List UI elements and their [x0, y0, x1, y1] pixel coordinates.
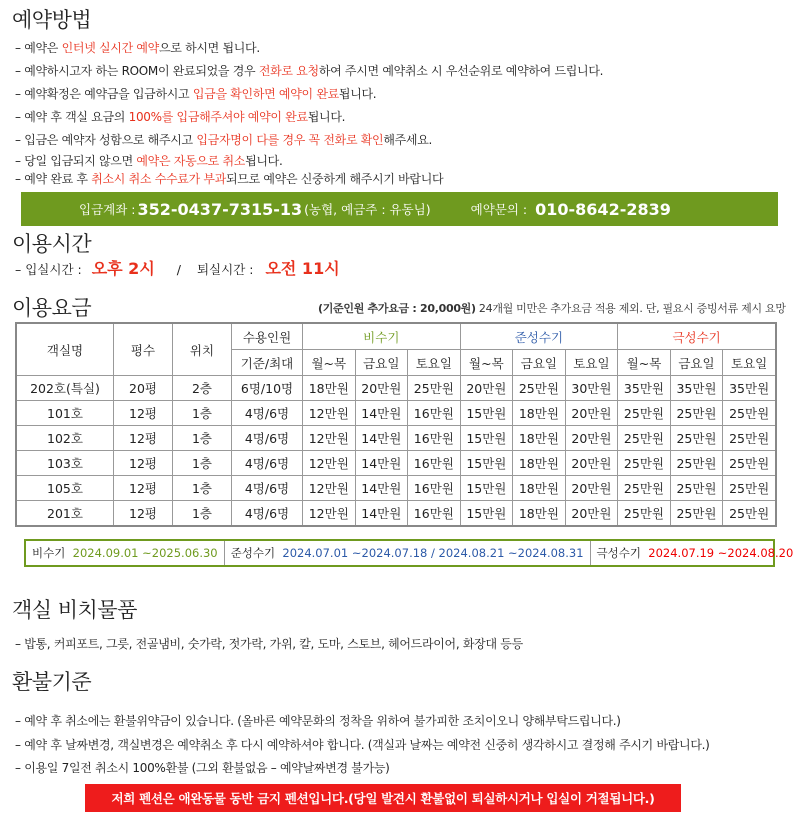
- header-capacity-sub: 기준/최대: [232, 350, 303, 376]
- table-cell: 25만원: [670, 451, 723, 476]
- table-row: [16, 476, 776, 501]
- inquiry-label: 예약문의 :: [470, 202, 528, 217]
- table-cell: 25만원: [618, 501, 671, 527]
- amenities-text: – 밥통, 커피포트, 그릇, 전골냄비, 숫가락, 젓가락, 가위, 칼, 도마, 스토브, 헤어드라이어, 화장대 등등: [15, 637, 523, 651]
- season-off: 비수기 2024.09.01 ~2025.06.30: [26, 541, 225, 565]
- table-cell: 4명/6명: [232, 501, 303, 527]
- table-cell: 6명/10명: [232, 376, 303, 401]
- reserve-line-3: – 예약확정은 예약금을 입금하시고 입금을 확인하면 예약이 완료됩니다.: [15, 87, 377, 101]
- table-row: [16, 451, 776, 476]
- rate-table: [15, 322, 777, 527]
- table-cell: 12만원: [303, 426, 356, 451]
- table-cell: 15만원: [460, 476, 513, 501]
- refund-line-3: – 이용일 7일전 취소시 100%환불 (그외 환불없음 – 예약날짜변경 불가능): [15, 761, 390, 775]
- table-cell: 15만원: [460, 501, 513, 527]
- table-cell: 20만원: [460, 376, 513, 401]
- table-cell: 20만원: [565, 401, 618, 426]
- bank-detail: (농협, 예금주 : 유동님): [304, 202, 431, 217]
- table-cell: 16만원: [408, 401, 461, 426]
- price-note: (기준인원 추가요금 : 20,000원) 24개월 미만은 추가요금 적용 제외. 단, 필요시 증빙서류 제시 요망: [318, 302, 786, 315]
- account-bar: [21, 192, 778, 226]
- room-name-cell: 102호: [16, 426, 114, 451]
- table-cell: 16만원: [408, 476, 461, 501]
- header-day: 토요일: [565, 350, 618, 376]
- header-day: 금요일: [513, 350, 566, 376]
- price-title: 이용요금: [12, 296, 92, 320]
- table-cell: 14만원: [355, 476, 408, 501]
- table-cell: 25만원: [618, 426, 671, 451]
- table-cell: 25만원: [670, 426, 723, 451]
- header-day: 월~목: [303, 350, 356, 376]
- table-cell: 18만원: [513, 426, 566, 451]
- room-name-cell: 202호(특실): [16, 376, 114, 401]
- table-cell: 25만원: [723, 451, 776, 476]
- header-peak-season: 극성수기: [618, 323, 776, 350]
- refund-line-1: – 예약 후 취소에는 환불위약금이 있습니다. (올바른 예약문화의 정착을 위하여 불가피한 조치이오니 양해부탁드립니다.): [15, 714, 621, 728]
- checkout-label: 퇴실시간 :: [196, 262, 254, 277]
- pet-warning-banner: 저희 펜션은 애완동물 동반 금지 펜션입니다.(당일 발견시 환불없이 퇴실하시거나 입실이 거절됩니다.): [85, 784, 681, 812]
- table-cell: 1층: [173, 501, 232, 527]
- room-name-cell: 201호: [16, 501, 114, 527]
- table-cell: 25만원: [618, 476, 671, 501]
- table-cell: 4명/6명: [232, 451, 303, 476]
- table-cell: 25만원: [670, 501, 723, 527]
- table-cell: 25만원: [723, 476, 776, 501]
- room-name-cell: 105호: [16, 476, 114, 501]
- inquiry-phone[interactable]: 010-8642-2839: [535, 199, 671, 219]
- table-cell: 18만원: [513, 501, 566, 527]
- table-cell: 12만원: [303, 451, 356, 476]
- table-cell: 25만원: [670, 401, 723, 426]
- bank-number: 352-0437-7315-13: [137, 199, 303, 219]
- reserve-line-2: – 예약하시고자 하는 ROOM이 완료되었을 경우 전화로 요청하여 주시면 예약취소 시 우선순위로 예약하여 드립니다.: [15, 64, 604, 78]
- table-cell: 4명/6명: [232, 476, 303, 501]
- reserve-line-4: – 예약 후 객실 요금의 100%를 입금해주셔야 예약이 완료됩니다.: [15, 110, 346, 124]
- table-cell: 1층: [173, 476, 232, 501]
- reserve-line-5: – 입금은 예약자 성함으로 해주시고 입금자명이 다를 경우 꼭 전화로 확인해주세요.: [15, 133, 433, 147]
- checkin-label: – 입실시간 :: [15, 262, 82, 277]
- table-cell: 20만원: [565, 451, 618, 476]
- header-capacity: 수용인원: [232, 323, 303, 350]
- bank-label: 입금계좌 :: [79, 202, 136, 217]
- header-day: 월~목: [460, 350, 513, 376]
- season-mid: 준성수기 2024.07.01 ~2024.07.18 / 2024.08.21 ~2024.08.31: [225, 541, 591, 565]
- table-cell: 15만원: [460, 426, 513, 451]
- table-cell: 12평: [114, 401, 173, 426]
- time-line: [15, 256, 340, 279]
- table-cell: 12만원: [303, 501, 356, 527]
- table-cell: 14만원: [355, 401, 408, 426]
- table-cell: 15만원: [460, 401, 513, 426]
- table-cell: 25만원: [723, 426, 776, 451]
- table-cell: 25만원: [618, 451, 671, 476]
- header-floor: 위치: [173, 323, 232, 376]
- table-row: [16, 501, 776, 527]
- header-day: 월~목: [618, 350, 671, 376]
- table-cell: 12평: [114, 476, 173, 501]
- table-cell: 14만원: [355, 501, 408, 527]
- table-cell: 12만원: [303, 476, 356, 501]
- room-name-cell: 103호: [16, 451, 114, 476]
- table-cell: 25만원: [513, 376, 566, 401]
- table-cell: 20만원: [565, 501, 618, 527]
- reserve-line-1: – 예약은 인터넷 실시간 예약으로 하시면 됩니다.: [15, 41, 260, 55]
- table-cell: 18만원: [513, 476, 566, 501]
- table-row: [16, 426, 776, 451]
- header-off-season: 비수기: [303, 323, 461, 350]
- table-cell: 18만원: [303, 376, 356, 401]
- refund-title: 환불기준: [12, 670, 92, 694]
- table-cell: 12평: [114, 501, 173, 527]
- table-cell: 18만원: [513, 451, 566, 476]
- reserve-line-7: – 예약 완료 후 취소시 취소 수수료가 부과되므로 예약은 신중하게 해주시기 바랍니다: [15, 172, 444, 186]
- table-cell: 35만원: [670, 376, 723, 401]
- header-size: 평수: [114, 323, 173, 376]
- table-cell: 25만원: [618, 401, 671, 426]
- header-room: 객실명: [16, 323, 114, 376]
- table-cell: 1층: [173, 426, 232, 451]
- table-cell: 2층: [173, 376, 232, 401]
- table-cell: 25만원: [408, 376, 461, 401]
- table-cell: 14만원: [355, 426, 408, 451]
- season-peak: 극성수기 2024.07.19 ~2024.08.20: [596, 546, 794, 560]
- table-cell: 12만원: [303, 401, 356, 426]
- table-cell: 1층: [173, 401, 232, 426]
- header-day: 토요일: [723, 350, 776, 376]
- amenities-title: 객실 비치물품: [12, 598, 137, 622]
- checkin-value: 오후 2시: [91, 259, 155, 278]
- table-cell: 18만원: [513, 401, 566, 426]
- table-row: [16, 376, 776, 401]
- time-separator: /: [176, 262, 181, 277]
- reserve-title: 예약방법: [12, 8, 92, 32]
- table-cell: 15만원: [460, 451, 513, 476]
- table-cell: 35만원: [618, 376, 671, 401]
- table-cell: 4명/6명: [232, 426, 303, 451]
- checkout-value: 오전 11시: [265, 259, 340, 278]
- reserve-line-6: – 당일 입금되지 않으면 예약은 자동으로 취소됩니다.: [15, 154, 283, 168]
- table-cell: 4명/6명: [232, 401, 303, 426]
- room-name-cell: 101호: [16, 401, 114, 426]
- header-day: 금요일: [670, 350, 723, 376]
- table-cell: 20만원: [355, 376, 408, 401]
- table-cell: 16만원: [408, 451, 461, 476]
- table-cell: 14만원: [355, 451, 408, 476]
- table-row: [16, 401, 776, 426]
- table-cell: 20만원: [565, 426, 618, 451]
- table-cell: 20평: [114, 376, 173, 401]
- refund-line-2: – 예약 후 날짜변경, 객실변경은 예약취소 후 다시 예약하셔야 합니다. (객실과 날짜는 예약전 신중히 생각하시고 결정해 주시기 바랍니다.): [15, 738, 710, 752]
- header-day: 금요일: [355, 350, 408, 376]
- table-cell: 16만원: [408, 426, 461, 451]
- table-cell: 20만원: [565, 476, 618, 501]
- table-cell: 12평: [114, 451, 173, 476]
- table-cell: 12평: [114, 426, 173, 451]
- table-cell: 25만원: [723, 401, 776, 426]
- table-cell: 25만원: [670, 476, 723, 501]
- table-cell: 16만원: [408, 501, 461, 527]
- table-cell: 35만원: [723, 376, 776, 401]
- table-cell: 25만원: [723, 501, 776, 527]
- header-day: 토요일: [408, 350, 461, 376]
- time-title: 이용시간: [12, 232, 92, 256]
- table-cell: 30만원: [565, 376, 618, 401]
- table-cell: 1층: [173, 451, 232, 476]
- header-mid-season: 준성수기: [460, 323, 618, 350]
- season-dates: [24, 539, 794, 567]
